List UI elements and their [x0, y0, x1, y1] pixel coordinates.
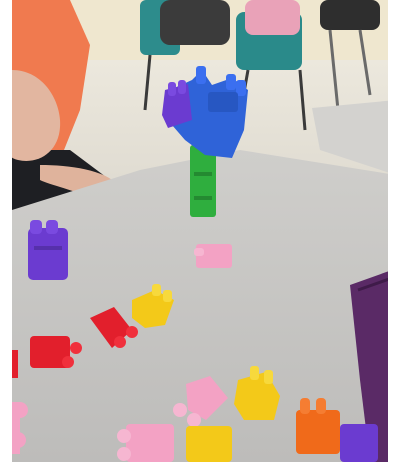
right-border: [388, 0, 396, 462]
purple-block: [28, 220, 68, 280]
green-block: [190, 145, 216, 217]
purple-block-2: [340, 424, 378, 462]
left-border: [0, 0, 12, 462]
purple-block-tower: [162, 84, 192, 128]
red-block-edge: [12, 350, 18, 378]
yellow-block-3: [186, 426, 232, 462]
pink-block-center: [194, 244, 232, 268]
